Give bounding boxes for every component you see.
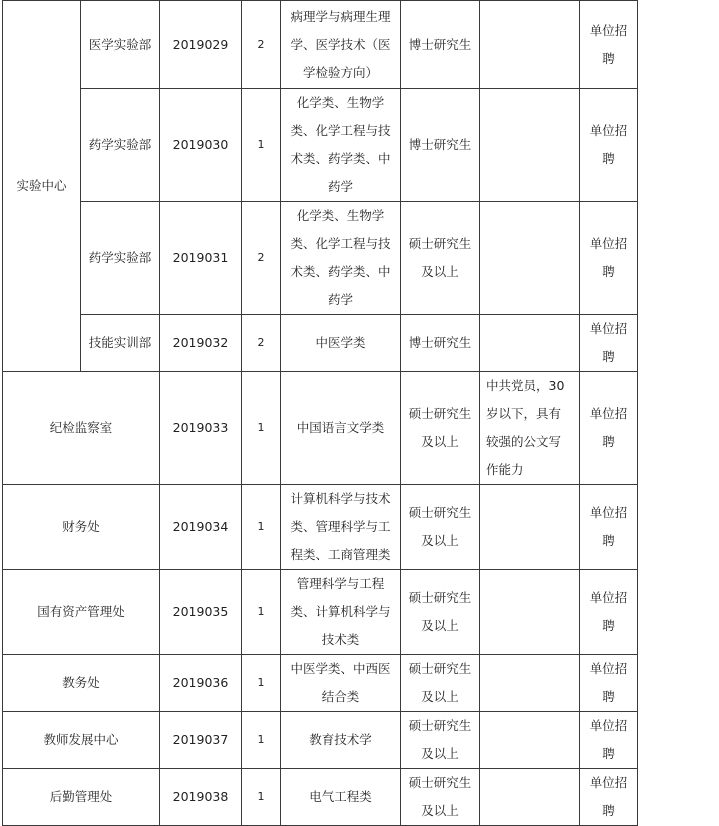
method-cell: 单位招聘 <box>580 202 638 315</box>
sub-dept-cell: 药学实验部 <box>81 89 160 202</box>
sub-dept-cell: 医学实验部 <box>81 1 160 89</box>
table-row <box>3 485 638 570</box>
headcount-cell: 1 <box>242 712 281 769</box>
method-cell: 单位招聘 <box>580 655 638 712</box>
headcount-cell: 1 <box>242 769 281 826</box>
table-row <box>3 1 638 89</box>
requirement-cell <box>480 769 580 826</box>
table-row <box>3 712 638 769</box>
requirement-cell <box>480 570 580 655</box>
major-cell: 化学类、生物学类、化学工程与技术类、药学类、中药学 <box>281 89 401 202</box>
method-cell: 单位招聘 <box>580 769 638 826</box>
degree-cell: 硕士研究生及以上 <box>401 570 480 655</box>
sub-dept-cell: 药学实验部 <box>81 202 160 315</box>
major-cell: 教育技术学 <box>281 712 401 769</box>
requirement-cell <box>480 655 580 712</box>
degree-cell: 博士研究生 <box>401 89 480 202</box>
degree-cell: 博士研究生 <box>401 315 480 372</box>
table-row <box>3 372 638 485</box>
dept-cell: 国有资产管理处 <box>3 570 160 655</box>
recruitment-table <box>2 0 638 826</box>
method-cell: 单位招聘 <box>580 372 638 485</box>
table-row <box>3 202 638 315</box>
major-cell: 化学类、生物学类、化学工程与技术类、药学类、中药学 <box>281 202 401 315</box>
dept-cell: 后勤管理处 <box>3 769 160 826</box>
dept-cell: 实验中心 <box>3 1 81 372</box>
method-cell: 单位招聘 <box>580 712 638 769</box>
headcount-cell: 1 <box>242 655 281 712</box>
degree-cell: 硕士研究生及以上 <box>401 202 480 315</box>
table-row <box>3 769 638 826</box>
position-code-cell: 2019033 <box>160 372 242 485</box>
requirement-cell: 中共党员，30岁以下，具有较强的公文写作能力 <box>480 372 580 485</box>
method-cell: 单位招聘 <box>580 570 638 655</box>
position-code-cell: 2019038 <box>160 769 242 826</box>
major-cell: 中国语言文学类 <box>281 372 401 485</box>
table-row <box>3 570 638 655</box>
dept-cell: 财务处 <box>3 485 160 570</box>
degree-cell: 博士研究生 <box>401 1 480 89</box>
degree-cell: 硕士研究生及以上 <box>401 485 480 570</box>
requirement-cell <box>480 89 580 202</box>
degree-cell: 硕士研究生及以上 <box>401 372 480 485</box>
position-code-cell: 2019032 <box>160 315 242 372</box>
dept-cell: 纪检监察室 <box>3 372 160 485</box>
method-cell: 单位招聘 <box>580 485 638 570</box>
requirement-cell <box>480 202 580 315</box>
major-cell: 电气工程类 <box>281 769 401 826</box>
requirement-cell <box>480 1 580 89</box>
major-cell: 计算机科学与技术类、管理科学与工程类、工商管理类 <box>281 485 401 570</box>
method-cell: 单位招聘 <box>580 1 638 89</box>
major-cell: 中医学类 <box>281 315 401 372</box>
sub-dept-cell: 技能实训部 <box>81 315 160 372</box>
headcount-cell: 2 <box>242 202 281 315</box>
table-row <box>3 655 638 712</box>
table-row <box>3 89 638 202</box>
degree-cell: 硕士研究生及以上 <box>401 769 480 826</box>
position-code-cell: 2019034 <box>160 485 242 570</box>
table-row <box>3 315 638 372</box>
position-code-cell: 2019036 <box>160 655 242 712</box>
major-cell: 病理学与病理生理学、医学技术（医学检验方向） <box>281 1 401 89</box>
requirement-cell <box>480 485 580 570</box>
position-code-cell: 2019030 <box>160 89 242 202</box>
headcount-cell: 1 <box>242 89 281 202</box>
dept-cell: 教务处 <box>3 655 160 712</box>
requirement-cell <box>480 315 580 372</box>
position-code-cell: 2019029 <box>160 1 242 89</box>
headcount-cell: 1 <box>242 570 281 655</box>
headcount-cell: 2 <box>242 315 281 372</box>
degree-cell: 硕士研究生及以上 <box>401 655 480 712</box>
position-code-cell: 2019037 <box>160 712 242 769</box>
requirement-cell <box>480 712 580 769</box>
position-code-cell: 2019035 <box>160 570 242 655</box>
headcount-cell: 2 <box>242 1 281 89</box>
degree-cell: 硕士研究生及以上 <box>401 712 480 769</box>
method-cell: 单位招聘 <box>580 315 638 372</box>
headcount-cell: 1 <box>242 372 281 485</box>
headcount-cell: 1 <box>242 485 281 570</box>
dept-cell: 教师发展中心 <box>3 712 160 769</box>
major-cell: 中医学类、中西医结合类 <box>281 655 401 712</box>
method-cell: 单位招聘 <box>580 89 638 202</box>
position-code-cell: 2019031 <box>160 202 242 315</box>
major-cell: 管理科学与工程类、计算机科学与技术类 <box>281 570 401 655</box>
